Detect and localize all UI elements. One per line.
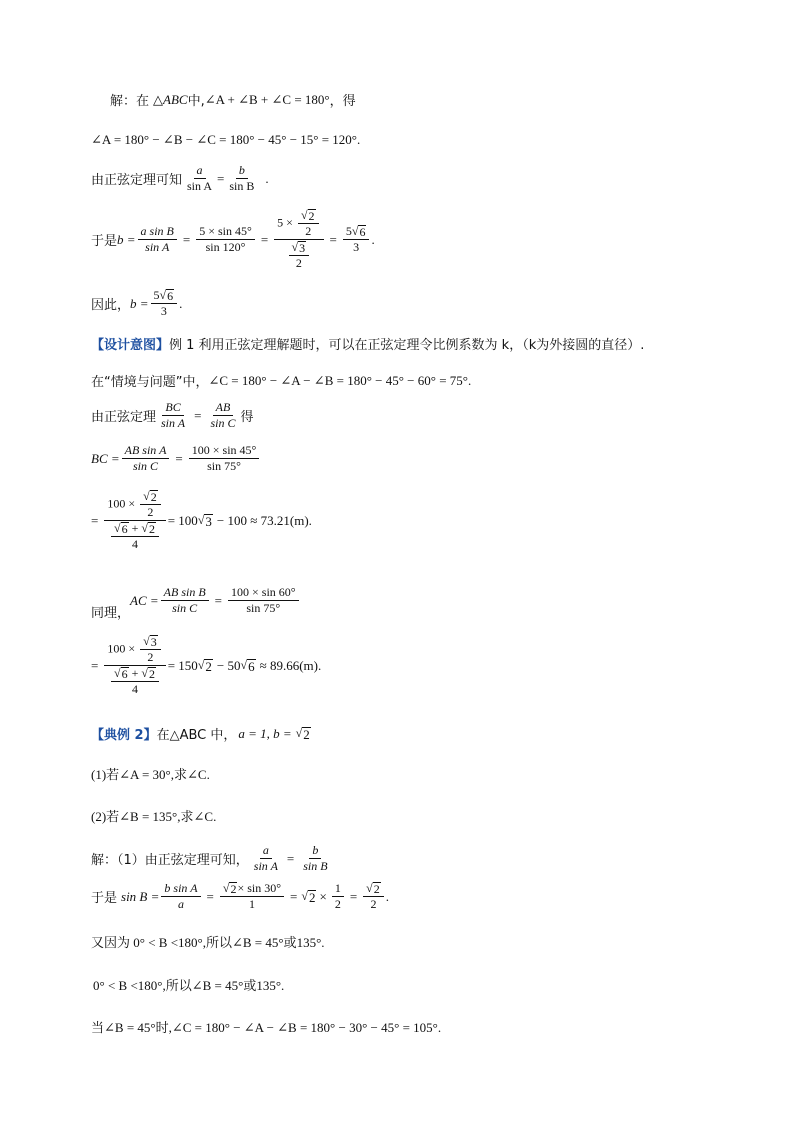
- numerator: BC: [162, 400, 183, 416]
- radicand: 2: [230, 882, 237, 896]
- line-13: 【典例 2】 在△ABC 中， a = 1, b = √ 2: [91, 725, 310, 743]
- denominator: 1: [248, 897, 255, 911]
- radicand: 2: [205, 659, 212, 674]
- line-16: 解：（1）由正弦定理可知， $\frac{a}{\text{sin A}}$ = $\frac{b}{\text{sin B}}$: [91, 843, 333, 874]
- line-7: [91, 371, 471, 390]
- denominator: sin C: [133, 459, 159, 473]
- text: × sin 30°: [237, 881, 282, 895]
- denominator: 3: [160, 304, 167, 318]
- text: 又因为 0° < B <180°,所以∠B = 45°或135°.: [91, 935, 325, 950]
- fraction: [332, 881, 344, 912]
- text: 由正弦定理可知: [91, 173, 183, 188]
- radicand: 2: [150, 490, 157, 504]
- line-2: [91, 132, 360, 148]
- text: 例 1 利用正弦定理解题时，可以在正弦定理令比例系数为 k，（k为外接圆的直径）.: [169, 338, 645, 353]
- line-4: 于是 b = $\frac{\text{a sin B}}{\text{sin A}}$ = $\frac{5 \times \sin 45^\circ}{\sin 120^\circ}$ = 5 × √ 2 2 √ 3 2 = 5 √ 6 3 .: [91, 208, 375, 270]
- fraction: [228, 585, 299, 616]
- lhs: sin B =: [121, 888, 160, 904]
- text: 解：（1）由正弦定理可知，: [91, 853, 249, 868]
- result: = 100: [167, 512, 198, 528]
- result-tail: − 100 ≈ 73.21(m).: [216, 512, 312, 528]
- fraction: [184, 163, 215, 194]
- numerator: a sin B: [138, 224, 177, 240]
- fraction: [158, 400, 188, 431]
- question-2: (2)若∠B = 135°,求∠C.: [91, 809, 217, 824]
- compound-fraction: 5 × √ 2 2 √ 3 2: [274, 208, 323, 271]
- denominator: 2: [370, 897, 377, 911]
- denominator: 4: [132, 537, 139, 551]
- equation: ∠A = 180° − ∠B − ∠C = 180° − 45° − 15° = 120°.: [91, 132, 361, 147]
- denominator: a: [177, 897, 184, 911]
- fraction: [161, 881, 200, 912]
- line-5: [91, 288, 182, 319]
- denominator: sin 75°: [207, 459, 241, 473]
- line-8: 由正弦定理 $\frac{BC}{\text{sin A}}$ = $\frac{AB}{\text{sin C}}$ 得: [91, 400, 254, 430]
- fraction: [161, 585, 209, 616]
- denominator: sin 75°: [246, 601, 281, 615]
- denominator: sin A: [253, 859, 278, 873]
- fraction: [251, 843, 281, 874]
- denominator: 2: [295, 256, 302, 270]
- radicand: 2: [303, 727, 310, 742]
- denominator: sin B: [303, 859, 328, 873]
- text: 在△ABC 中，: [156, 728, 237, 743]
- text: 同理，: [91, 606, 131, 621]
- radicand: 2: [308, 890, 316, 905]
- line-10: = 100 × √ 2 2 √ 6 + √ 2 4 = 100 √ 3 − 100 ≈ 73.21(m).: [91, 489, 312, 551]
- compound-fraction: 100 × √ 3 2 √ 6 + √ 2 4: [104, 634, 165, 697]
- fraction: [138, 224, 177, 255]
- text: 5 ×: [277, 215, 293, 230]
- radicand: 2: [373, 882, 380, 896]
- fraction: 5 √ 6 3: [343, 224, 370, 255]
- text: 中,: [187, 94, 205, 109]
- times: ×: [319, 888, 327, 904]
- text: 由正弦定理: [91, 410, 157, 425]
- numerator: a: [260, 843, 272, 859]
- radicand: 3: [150, 635, 157, 649]
- period: .: [179, 295, 183, 311]
- text: 100 ×: [107, 641, 136, 656]
- fraction: [189, 443, 260, 474]
- denominator: sin B: [229, 179, 255, 193]
- line-12: = 100 × √ 3 2 √ 6 + √ 2 4 = 150 √ 2 − 50 √ 6 ≈ 89.66(m).: [91, 634, 322, 696]
- radicand: 2: [308, 209, 315, 223]
- line-19: [93, 975, 284, 994]
- text: 解：在: [110, 94, 150, 109]
- radicand: 6: [121, 667, 128, 681]
- radicand: 6: [248, 659, 255, 674]
- radicand: 6: [167, 289, 174, 303]
- text: 当∠B = 45°时,∠C = 180° − ∠A − ∠B = 180° − 30° − 45° = 105°.: [91, 1020, 442, 1035]
- denominator: 3: [353, 240, 360, 254]
- denominator: sin A: [161, 416, 186, 430]
- line-20: [91, 1017, 441, 1036]
- example-2-tag: 【典例 2】: [91, 728, 157, 743]
- equals: =: [217, 170, 225, 186]
- text: 100 ×: [107, 496, 136, 511]
- line-14: [91, 764, 210, 783]
- numerator: 5 × sin 45°: [196, 224, 255, 240]
- denominator: 2: [147, 505, 154, 519]
- line-3: [91, 163, 269, 194]
- fraction: √ 2 × sin 30° 1: [220, 881, 284, 912]
- denominator: sin C: [172, 601, 198, 615]
- denominator: 2: [334, 897, 341, 911]
- text: ，得: [329, 94, 356, 109]
- equation: ∠C = 180° − ∠A − ∠B = 180° − 45° − 60° = 75°.: [208, 372, 472, 388]
- line-15: [91, 806, 216, 825]
- denominator: 2: [305, 224, 312, 238]
- lhs: b =: [130, 295, 149, 311]
- text: 因此，: [91, 298, 131, 313]
- fraction: 5 √ 6 3: [151, 288, 178, 319]
- fraction: √ 2 2: [363, 881, 384, 912]
- numerator: 1: [332, 881, 344, 897]
- fraction: [226, 163, 257, 194]
- fraction: [122, 443, 170, 474]
- design-intent-tag: 【设计意图】: [91, 338, 170, 353]
- radicand: 2: [149, 522, 156, 536]
- numerator: AB sin A: [122, 443, 170, 459]
- radicand: 3: [299, 241, 306, 255]
- numerator: 100 × sin 45°: [189, 443, 260, 459]
- period: .: [265, 170, 269, 186]
- radicand: 6: [121, 522, 128, 536]
- numerator: b sin A: [161, 881, 200, 897]
- radicand: 2: [149, 667, 156, 681]
- question-1: (1)若∠A = 30°,求∠C.: [91, 767, 210, 782]
- denominator: sin 120°: [205, 240, 246, 254]
- coef: 5: [345, 224, 352, 238]
- triangle-name: ABC: [163, 91, 188, 107]
- fraction: [196, 224, 255, 255]
- line-6: [91, 334, 644, 353]
- coef: 5: [153, 288, 160, 302]
- compound-fraction: 100 × √ 2 2 √ 6 + √ 2 4: [104, 489, 165, 552]
- text: 0° < B <180°,所以∠B = 45°或135°.: [93, 978, 285, 993]
- denominator: sin A: [187, 179, 213, 193]
- numerator: AB: [213, 400, 234, 416]
- fraction: [300, 843, 330, 874]
- fraction: [207, 400, 238, 431]
- denominator: 4: [132, 682, 139, 696]
- numerator: a: [194, 163, 206, 179]
- denominator: 2: [147, 650, 154, 664]
- line-9: BC = $\frac{\text{AB sin A}}{\text{sin C}}$ = $\frac{100 \times \sin 45^\circ}{\sin 75^\circ}$: [91, 443, 261, 474]
- radicand: 6: [359, 225, 366, 239]
- lhs: AC =: [130, 592, 159, 608]
- period: .: [385, 888, 390, 904]
- result-mid: − 50: [216, 657, 241, 673]
- denominator: sin A: [145, 240, 170, 254]
- result: = 150: [167, 657, 198, 673]
- numerator: b: [236, 163, 248, 179]
- text: 得: [240, 410, 254, 425]
- text: 于是: [91, 234, 118, 249]
- triangle-symbol: △: [153, 91, 164, 107]
- text: 在“情境与问题”中，: [91, 375, 209, 390]
- denominator: sin C: [210, 416, 236, 430]
- lhs: b =: [117, 231, 136, 247]
- line-11: 同理， AC = $\frac{\text{AB sin B}}{\text{sin C}}$ = $\frac{100 \times \sin 60^\circ}{\sin 75^\circ}$: [91, 580, 301, 621]
- numerator: AB sin B: [161, 585, 209, 601]
- lhs: BC =: [91, 450, 120, 466]
- equation: ∠A + ∠B + ∠C = 180°: [204, 91, 330, 107]
- numerator: b: [309, 843, 321, 859]
- equation: a = 1, b =: [238, 725, 292, 741]
- line-1: [110, 90, 356, 109]
- result-tail: ≈ 89.66(m).: [259, 657, 322, 673]
- period: .: [371, 231, 375, 247]
- radicand: 3: [205, 514, 212, 529]
- line-18: [91, 932, 325, 951]
- numerator: 100 × sin 60°: [228, 585, 299, 601]
- line-17: 于是 sin B = $\frac{\text{b sin A}}{a}$ = √ 2 × sin 30° 1 = √ 2 × $\frac{1}{2}$ = √ 2 2 .: [91, 881, 390, 911]
- text: 于是: [91, 891, 118, 906]
